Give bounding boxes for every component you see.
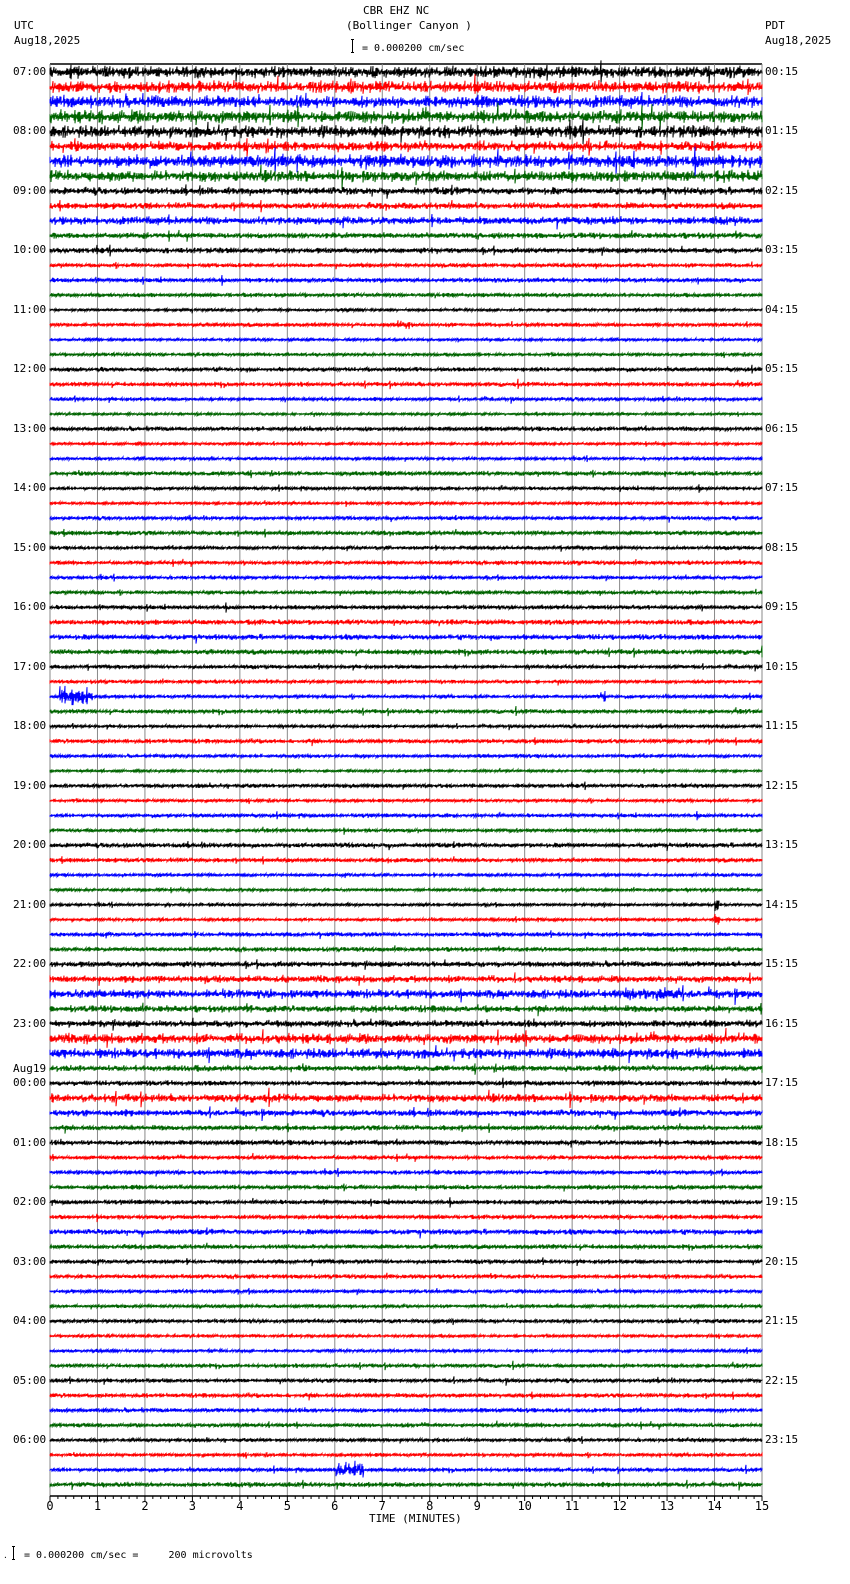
station-location: (Bollinger Canyon ) [346, 19, 472, 32]
trace [50, 559, 762, 567]
trace [50, 230, 762, 242]
trace [50, 856, 762, 864]
trace [50, 686, 762, 705]
trace [50, 1392, 762, 1401]
left-hour-label: 01:00 [13, 1135, 47, 1149]
right-hour-label: 16:15 [765, 1016, 799, 1030]
trace [50, 1138, 762, 1147]
right-hour-label: 01:15 [765, 124, 799, 138]
left-timezone: UTC [14, 19, 34, 32]
left-hour-label: 11:00 [13, 302, 47, 316]
x-tick-label: 8 [426, 1499, 434, 1513]
trace [50, 1273, 762, 1280]
x-tick-label: 3 [188, 1499, 197, 1513]
trace [50, 337, 762, 342]
left-hour-label: 13:00 [13, 421, 47, 435]
trace [50, 1106, 762, 1121]
x-tick-label: 1 [93, 1499, 102, 1513]
right-timezone: PDT [765, 19, 785, 32]
trace [50, 184, 762, 200]
trace [50, 1421, 762, 1430]
trace [50, 1334, 762, 1339]
x-tick-label: 15 [754, 1499, 770, 1513]
scale-text: = 0.000200 cm/sec [362, 43, 465, 54]
left-hour-label: 07:00 [13, 65, 47, 78]
right-hour-label: 09:15 [765, 600, 799, 614]
trace [50, 1407, 762, 1413]
trace [50, 1214, 762, 1222]
trace [50, 412, 762, 417]
left-hour-label: 03:00 [13, 1254, 47, 1268]
right-hour-label: 05:15 [765, 362, 799, 376]
left-hour-label: 20:00 [13, 838, 47, 852]
trace [50, 1088, 762, 1108]
x-tick-label: 4 [236, 1499, 244, 1513]
trace [50, 930, 762, 939]
trace [50, 872, 762, 878]
trace [50, 441, 762, 447]
right-hour-label: 20:15 [765, 1254, 799, 1268]
trace [50, 782, 762, 790]
x-tick-label: 14 [707, 1499, 722, 1513]
trace [50, 1303, 762, 1309]
trace [50, 455, 762, 462]
trace [50, 245, 762, 257]
left-hour-label: 19:00 [13, 778, 47, 792]
left-hour-label: 21:00 [13, 897, 47, 911]
x-tick-label: 12 [612, 1499, 627, 1513]
trace [50, 827, 762, 835]
left-hour-label: 06:00 [13, 1433, 47, 1447]
footer-scale-icon [12, 1546, 15, 1560]
trace [50, 1436, 762, 1444]
trace [50, 138, 762, 157]
trace [50, 275, 762, 286]
right-hour-label: 21:15 [765, 1314, 799, 1328]
x-tick-label: 7 [378, 1499, 386, 1513]
trace [50, 1063, 762, 1074]
left-hour-label: 18:00 [13, 719, 47, 733]
right-hour-label: 07:15 [765, 481, 799, 495]
trace [50, 1153, 762, 1162]
trace [50, 619, 762, 626]
trace [50, 1452, 762, 1459]
left-hour-label: 14:00 [13, 481, 47, 495]
x-axis-label: TIME (MINUTES) [369, 1512, 462, 1525]
left-hour-label: 23:00 [13, 1016, 47, 1030]
x-tick-label: 5 [283, 1499, 291, 1513]
trace [50, 663, 762, 671]
right-hour-label: 15:15 [765, 957, 799, 971]
trace [50, 1376, 762, 1385]
trace [50, 737, 762, 746]
trace [50, 603, 762, 613]
trace [50, 753, 762, 758]
trace [50, 1003, 762, 1017]
left-date: Aug18,2025 [14, 34, 81, 47]
trace [50, 365, 762, 374]
trace [50, 1243, 762, 1251]
trace [50, 1361, 762, 1370]
trace [50, 1480, 762, 1491]
footer-scale-text: = 0.000200 cm/sec = 200 microvolts [24, 1550, 253, 1561]
right-hour-label: 00:15 [765, 65, 799, 78]
date-change-label: Aug19 [13, 1062, 47, 1076]
trace [50, 901, 762, 912]
trace [50, 1347, 762, 1354]
trace [50, 1123, 762, 1133]
left-hour-label: 22:00 [13, 957, 47, 971]
trace [50, 679, 762, 686]
right-hour-label: 14:15 [765, 897, 799, 911]
left-hour-label: 08:00 [13, 124, 47, 138]
x-tick-label: 13 [659, 1499, 675, 1513]
trace [50, 574, 762, 582]
trace [50, 515, 762, 523]
trace [50, 589, 762, 596]
right-hour-label: 02:15 [765, 183, 799, 197]
trace [50, 379, 762, 389]
trace [50, 92, 762, 109]
trace [50, 985, 762, 1005]
right-hour-label: 13:15 [765, 838, 799, 852]
right-hour-label: 17:15 [765, 1076, 799, 1090]
trace [50, 293, 762, 298]
left-hour-label: 04:00 [13, 1314, 47, 1328]
trace [50, 634, 762, 644]
trace [50, 646, 762, 658]
trace [50, 1461, 762, 1478]
left-hour-label: 12:00 [13, 362, 47, 376]
left-hour-label: 00:00 [13, 1076, 47, 1090]
trace [50, 396, 762, 404]
trace [50, 119, 762, 144]
trace [50, 308, 762, 313]
trace [50, 103, 762, 131]
footer-mark: . [3, 1551, 8, 1560]
right-hour-label: 23:15 [765, 1433, 799, 1447]
trace [50, 887, 762, 893]
trace [50, 425, 762, 431]
trace [50, 959, 762, 970]
right-hour-label: 19:15 [765, 1195, 799, 1209]
trace [50, 1197, 762, 1207]
trace [50, 1018, 762, 1031]
right-hour-label: 06:15 [765, 421, 799, 435]
x-tick-label: 11 [564, 1499, 580, 1513]
trace [50, 1184, 762, 1192]
trace [50, 165, 762, 190]
trace [50, 1078, 762, 1088]
station-title: CBR EHZ NC [363, 4, 430, 17]
trace [50, 1028, 762, 1048]
trace [50, 914, 762, 925]
right-hour-label: 18:15 [765, 1135, 799, 1149]
x-tick-label: 10 [517, 1499, 532, 1513]
trace [50, 1318, 762, 1325]
trace [50, 1257, 762, 1266]
trace [50, 1045, 762, 1063]
x-tick-label: 0 [46, 1499, 54, 1513]
trace [50, 484, 762, 493]
right-hour-label: 22:15 [765, 1373, 799, 1387]
left-hour-label: 05:00 [13, 1373, 47, 1387]
left-hour-label: 15:00 [13, 540, 47, 554]
trace [50, 945, 762, 952]
right-hour-label: 10:15 [765, 659, 799, 673]
x-tick-label: 6 [331, 1499, 339, 1513]
trace [50, 798, 762, 804]
trace [50, 214, 762, 229]
trace [50, 1168, 762, 1177]
left-hour-label: 10:00 [13, 243, 47, 257]
right-hour-label: 03:15 [765, 243, 799, 257]
right-hour-label: 08:15 [765, 540, 799, 554]
left-hour-label: 02:00 [13, 1195, 47, 1209]
trace [50, 352, 762, 358]
right-date: Aug18,2025 [765, 34, 832, 47]
trace [50, 841, 762, 851]
trace [50, 320, 762, 329]
left-hour-label: 16:00 [13, 600, 47, 614]
trace [50, 1227, 762, 1238]
left-hour-label: 17:00 [13, 659, 47, 673]
trace [50, 1288, 762, 1295]
trace [50, 200, 762, 212]
x-tick-label: 9 [473, 1499, 481, 1513]
x-tick-label: 2 [141, 1499, 149, 1513]
trace [50, 972, 762, 985]
trace [50, 529, 762, 538]
trace [50, 706, 762, 716]
trace [50, 768, 762, 774]
trace [50, 811, 762, 820]
left-hour-label: 09:00 [13, 183, 47, 197]
right-hour-label: 11:15 [765, 719, 799, 733]
trace [50, 723, 762, 730]
trace [50, 500, 762, 507]
trace [50, 545, 762, 552]
right-hour-label: 12:15 [765, 778, 799, 792]
right-hour-label: 04:15 [765, 302, 799, 316]
trace [50, 470, 762, 478]
trace [50, 262, 762, 270]
